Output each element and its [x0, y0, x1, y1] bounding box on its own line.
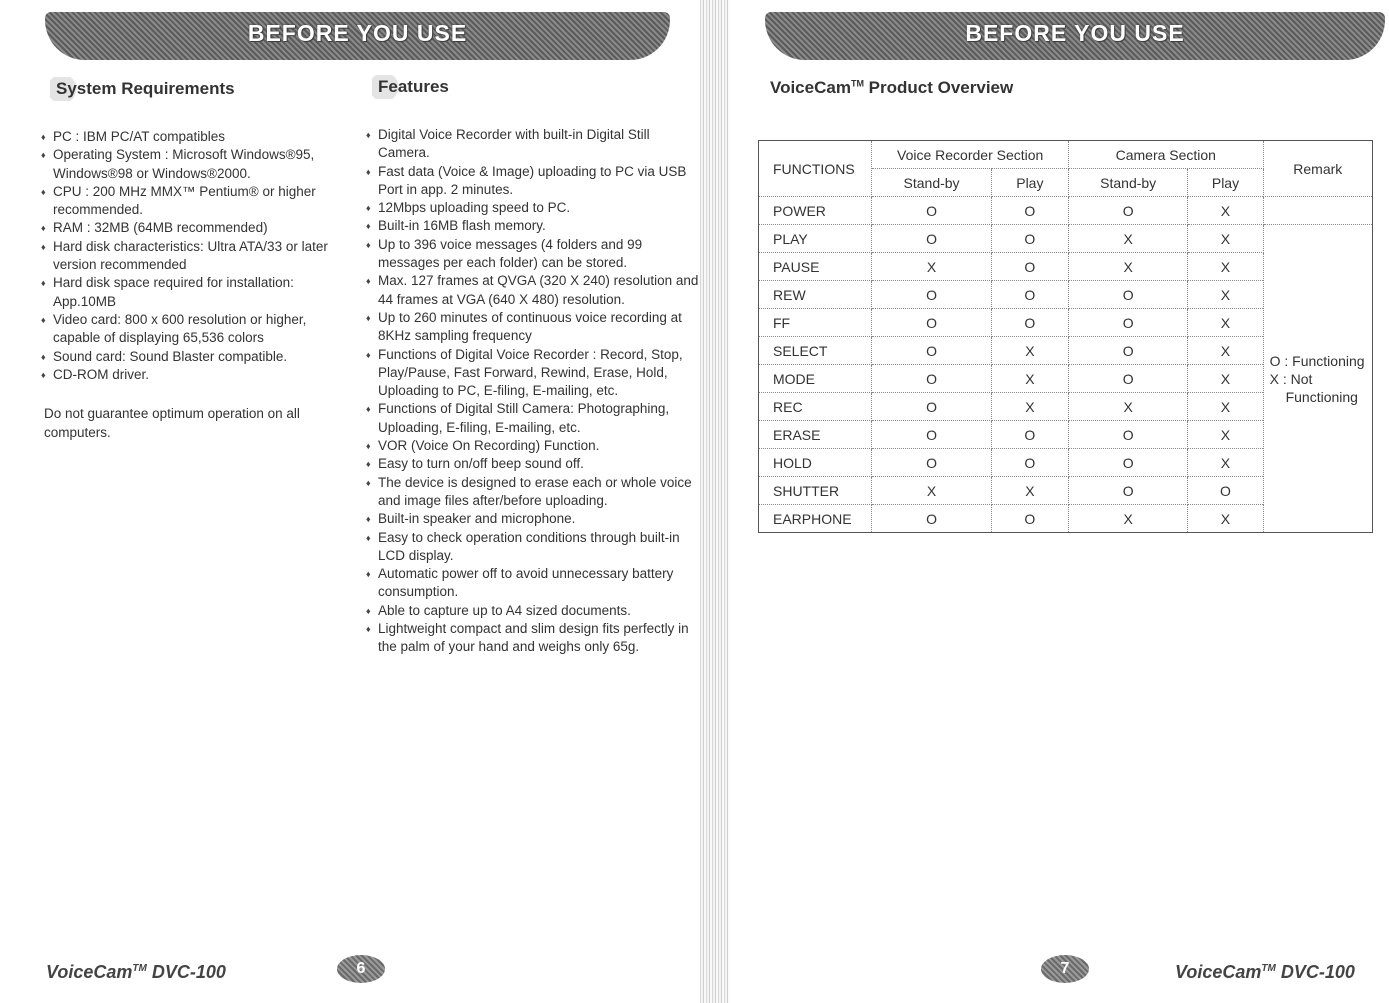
camera-standby-cell: O: [1068, 365, 1187, 393]
voice-standby-cell: O: [872, 449, 991, 477]
list-item: ♦ Easy to check operation conditions through built-in LCD display.: [366, 529, 700, 566]
list-item: ♦ Sound card: Sound Blaster compatible.: [41, 348, 356, 366]
right-footer-model: [1175, 962, 1355, 983]
list-item: ♦ Built-in 16MB flash memory.: [366, 217, 700, 235]
voice-play-cell: O: [991, 253, 1068, 281]
camera-section-header: Camera Section: [1068, 141, 1263, 169]
voice-play-cell: X: [991, 365, 1068, 393]
voice-standby-cell: X: [872, 477, 991, 505]
list-item: ♦ CD-ROM driver.: [41, 366, 356, 384]
list-item: ♦ PC : IBM PC/AT compatibles: [41, 128, 356, 146]
list-item: ♦ Digital Voice Recorder with built-in Digital Still Camera.: [366, 126, 700, 163]
function-name-cell: EARPHONE: [759, 505, 872, 533]
function-name-cell: FF: [759, 309, 872, 337]
camera-standby-cell: X: [1068, 393, 1187, 421]
list-item: ♦ Automatic power off to avoid unnecessary battery consumption.: [366, 565, 700, 602]
left-footer-brand: VoiceCam: [46, 962, 133, 982]
table-row: [759, 225, 1373, 253]
camera-standby-cell: O: [1068, 449, 1187, 477]
right-page-number: 7: [1041, 955, 1089, 983]
camera-standby-cell: O: [1068, 281, 1187, 309]
list-item: ♦ Functions of Digital Still Camera: Photographing, Uploading, E-filing, E-mailing, etc.: [366, 400, 700, 437]
function-name-cell: REC: [759, 393, 872, 421]
function-name-cell: PLAY: [759, 225, 872, 253]
camera-play-cell: X: [1188, 421, 1263, 449]
camera-standby-cell: O: [1068, 309, 1187, 337]
voice-play-cell: O: [991, 281, 1068, 309]
camera-play-cell: X: [1188, 393, 1263, 421]
list-item: ♦ Functions of Digital Voice Recorder : Record, Stop, Play/Pause, Fast Forward, Rewind, Erase, Hold, Uploading to PC, E-filing, E-mailing, etc.: [366, 346, 700, 401]
camera-play-cell: X: [1188, 309, 1263, 337]
right-page: [730, 0, 1389, 1003]
camera-play-cell: O: [1188, 477, 1263, 505]
voice-play-cell: X: [991, 477, 1068, 505]
list-item: ♦ CPU : 200 MHz MMX™ Pentium® or higher recommended.: [41, 183, 356, 220]
voice-play-cell: O: [991, 197, 1068, 225]
camera-play-cell: X: [1188, 253, 1263, 281]
left-footer-model: [46, 962, 226, 983]
list-item: ♦ RAM : 32MB (64MB recommended): [41, 219, 356, 237]
voice-play-cell: O: [991, 505, 1068, 533]
function-name-cell: SELECT: [759, 337, 872, 365]
list-item: ♦ 12Mbps uploading speed to PC.: [366, 199, 700, 217]
voice-standby-header: Stand-by: [872, 169, 991, 197]
voice-play-cell: O: [991, 309, 1068, 337]
list-item: ♦ Up to 260 minutes of continuous voice recording at 8KHz sampling frequency: [366, 309, 700, 346]
list-item: ♦ Easy to turn on/off beep sound off.: [366, 455, 700, 473]
function-name-cell: HOLD: [759, 449, 872, 477]
function-name-cell: REW: [759, 281, 872, 309]
list-item: ♦ VOR (Voice On Recording) Function.: [366, 437, 700, 455]
camera-play-cell: X: [1188, 281, 1263, 309]
remark-empty-cell: [1263, 197, 1372, 225]
list-item: ♦ The device is designed to erase each or whole voice and image files after/before uploading.: [366, 474, 700, 511]
camera-play-cell: X: [1188, 225, 1263, 253]
right-footer-tm: TM: [1261, 963, 1276, 974]
left-footer-tm: TM: [132, 963, 147, 974]
camera-standby-cell: X: [1068, 225, 1187, 253]
voice-recorder-section-header: Voice Recorder Section: [872, 141, 1069, 169]
left-footer-model-number: DVC-100: [146, 962, 226, 982]
camera-play-cell: X: [1188, 365, 1263, 393]
function-name-cell: ERASE: [759, 421, 872, 449]
features-list: [366, 126, 700, 657]
function-name-cell: POWER: [759, 197, 872, 225]
voice-standby-cell: X: [872, 253, 991, 281]
table-row: [759, 197, 1373, 225]
voice-standby-cell: O: [872, 421, 991, 449]
voice-play-cell: O: [991, 449, 1068, 477]
overview-heading-text: Product Overview: [863, 78, 1014, 97]
list-item: ♦ Max. 127 frames at QVGA (320 X 240) resolution and 44 frames at VGA (640 X 480) resolution.: [366, 272, 700, 309]
camera-standby-header: Stand-by: [1068, 169, 1187, 197]
voice-standby-cell: O: [872, 309, 991, 337]
voice-standby-cell: O: [872, 281, 991, 309]
list-item: ♦ Hard disk characteristics: Ultra ATA/33 or later version recommended: [41, 238, 356, 275]
function-name-cell: PAUSE: [759, 253, 872, 281]
right-banner: [765, 12, 1385, 60]
product-overview-heading: [770, 78, 1013, 98]
left-banner-title: BEFORE YOU USE: [247, 19, 468, 46]
overview-heading-tm: TM: [850, 78, 864, 89]
remark-not-functioning-cont: Functioning: [1285, 388, 1358, 405]
voice-play-cell: X: [991, 393, 1068, 421]
camera-play-header: Play: [1188, 169, 1263, 197]
list-item: ♦ Video card: 800 x 600 resolution or higher, capable of displaying 65,536 colors: [41, 311, 356, 348]
voice-standby-cell: O: [872, 225, 991, 253]
camera-standby-cell: O: [1068, 421, 1187, 449]
right-footer-model-number: DVC-100: [1275, 962, 1355, 982]
camera-play-cell: X: [1188, 197, 1263, 225]
voice-standby-cell: O: [872, 197, 991, 225]
remark-not-functioning: X : Not: [1269, 370, 1313, 387]
list-item: ♦ Built-in speaker and microphone.: [366, 510, 700, 528]
overview-heading-brand: VoiceCam: [770, 78, 851, 97]
list-item: ♦ Hard disk space required for installation: App.10MB: [41, 274, 356, 311]
list-item: ♦ Able to capture up to A4 sized documents.: [366, 602, 700, 620]
voice-standby-cell: O: [872, 393, 991, 421]
camera-play-cell: X: [1188, 337, 1263, 365]
camera-play-cell: X: [1188, 449, 1263, 477]
voice-standby-cell: O: [872, 337, 991, 365]
camera-standby-cell: O: [1068, 477, 1187, 505]
right-footer-brand: VoiceCam: [1175, 962, 1262, 982]
voice-play-header: Play: [991, 169, 1068, 197]
camera-standby-cell: X: [1068, 253, 1187, 281]
camera-standby-cell: O: [1068, 337, 1187, 365]
left-page-number: 6: [337, 955, 385, 983]
system-requirements-list: [41, 128, 356, 384]
list-item: ♦ Up to 396 voice messages (4 folders and 99 messages per each folder) can be stored.: [366, 236, 700, 273]
camera-play-cell: X: [1188, 505, 1263, 533]
function-table: [758, 140, 1373, 533]
camera-standby-cell: O: [1068, 197, 1187, 225]
voice-play-cell: O: [991, 225, 1068, 253]
list-item: ♦ Operating System : Microsoft Windows®95, Windows®98 or Windows®2000.: [41, 146, 356, 183]
voice-standby-cell: O: [872, 505, 991, 533]
left-banner: [45, 12, 670, 60]
book-spine: [700, 0, 730, 1003]
system-requirements-heading: System Requirements: [50, 77, 241, 101]
list-item: ♦ Fast data (Voice & Image) uploading to PC via USB Port in app. 2 minutes.: [366, 163, 700, 200]
list-item: ♦ Lightweight compact and slim design fits perfectly in the palm of your hand and weighs only 65g.: [366, 620, 700, 657]
voice-play-cell: O: [991, 421, 1068, 449]
remark-column-header: Remark: [1263, 141, 1372, 197]
camera-standby-cell: X: [1068, 505, 1187, 533]
function-name-cell: SHUTTER: [759, 477, 872, 505]
voice-standby-cell: O: [872, 365, 991, 393]
compatibility-note: Do not guarantee optimum operation on all computers.: [44, 406, 300, 440]
functions-column-header: FUNCTIONS: [759, 141, 872, 197]
remark-legend-cell: [1263, 225, 1372, 533]
voice-play-cell: X: [991, 337, 1068, 365]
function-name-cell: MODE: [759, 365, 872, 393]
remark-functioning: O : Functioning: [1269, 352, 1365, 369]
right-banner-title: BEFORE YOU USE: [965, 19, 1185, 46]
features-heading: Features: [372, 75, 455, 99]
